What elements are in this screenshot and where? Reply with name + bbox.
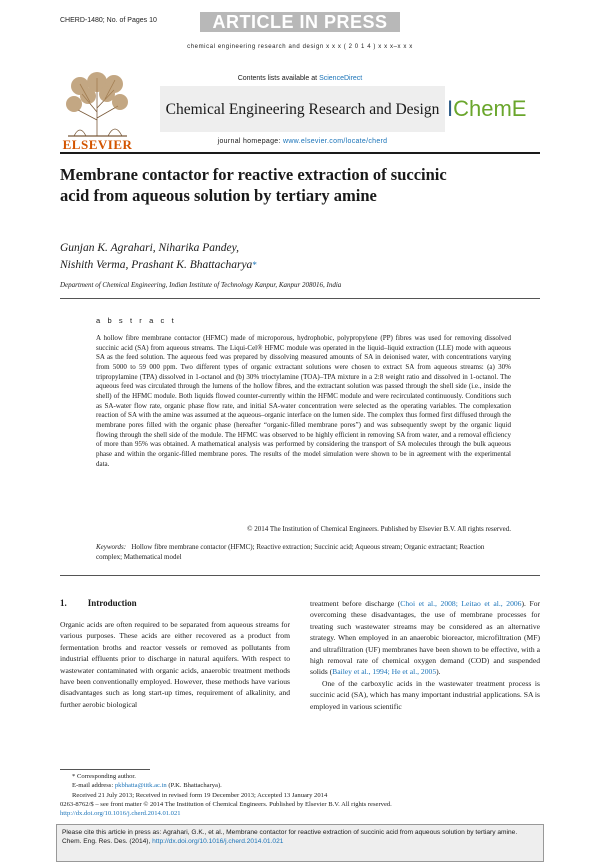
body-column-right (310, 598, 540, 712)
icheme-logo (447, 96, 526, 122)
homepage-label: journal homepage: (217, 138, 283, 145)
email-note (60, 781, 540, 790)
footnotes (60, 772, 540, 818)
authors-line-2-text: Nishith Verma, Prashant K. Bhattacharya (60, 259, 253, 271)
publisher-wordmark: ELSEVIER (62, 137, 133, 152)
keywords-list: Hollow fibre membrane contactor (HFMC); Reactive extraction; Succinic acid; Aqueous stream; Organic extractant; Reaction complex; Mathematical model (96, 543, 485, 561)
icheme-logo-i: I (447, 96, 454, 121)
right-para-1-text-c: ). (436, 667, 441, 677)
corresponding-author-mark[interactable]: * (252, 260, 257, 270)
journal-homepage (160, 138, 445, 145)
abstract-heading: a b s t r a c t (96, 316, 177, 325)
received-dates: Received 21 July 2013; Received in revised form 19 December 2013; Accepted 13 January 2014 (72, 791, 328, 799)
article-title: Membrane contactor for reactive extraction of succinic acid from aqueous solution by tertiary amine (60, 165, 447, 205)
contents-prefix: Contents lists available at (237, 75, 320, 82)
body-column-left: Organic acids are often required to be separated from aqueous streams for various purposes. These acids are either recovered as a product from fermentation broths and reactor vessels or removed as pollutants from industrial effluents prior to discharge in natural aquifers. With respect to wastewater contaminated with organic acids, anaerobic treatment methods have been conventionally employed. However, these methods have various disadvantages such as long start-up times, requirement of alkalinity, and further aerobic biological (60, 620, 290, 709)
journal-title: Chemical Engineering Research and Design (165, 101, 440, 118)
footnote-rule (60, 769, 150, 770)
sciencedirect-link[interactable]: ScienceDirect (319, 75, 363, 82)
title-rule (60, 298, 540, 299)
author-list (60, 240, 480, 274)
manuscript-ids: CHERD-1480; No. of Pages 10 (60, 17, 157, 24)
email-link[interactable]: pkbhatta@iitk.ac.in (114, 782, 167, 790)
citation-choi-leitao[interactable]: Choi et al., 2008; Leitao et al., 2006 (400, 599, 522, 608)
doi-link[interactable]: http://dx.doi.org/10.1016/j.cherd.2014.01.021 (60, 810, 181, 818)
homepage-link[interactable]: www.elsevier.com/locate/cherd (282, 138, 388, 145)
affiliation: Department of Chemical Engineering, Indian Institute of Technology Kanpur, Kanpur 208016, India (60, 281, 342, 289)
section-title: Introduction (87, 598, 137, 608)
email-owner: (P.K. Bhattacharya). (166, 782, 222, 790)
elsevier-tree-logo (60, 72, 135, 138)
section-number: 1. (60, 598, 67, 608)
authors-line-1: Gunjan K. Agrahari, Niharika Pandey, (60, 242, 239, 254)
masthead-rule (60, 152, 540, 154)
cite-box-text (62, 828, 537, 846)
icheme-logo-rest: ChemE (453, 96, 527, 121)
keywords (96, 543, 511, 562)
email-label: E-mail address: (72, 782, 115, 790)
abstract-copyright: © 2014 The Institution of Chemical Engineers. Published by Elsevier B.V. All rights reserved. (247, 525, 511, 533)
running-head: chemical engineering research and design x x x ( 2 0 1 4 ) x x x–x x x (187, 44, 413, 50)
abstract-rule (60, 575, 540, 576)
cite-doi-link[interactable]: http://dx.doi.org/10.1016/j.cherd.2014.01.021 (152, 838, 284, 845)
contents-line (160, 75, 440, 82)
authors-line-2 (60, 257, 480, 274)
right-para-1-text-b: ). For overcoming these disadvantages, the use of membrane processes for treating such wastewater streams may be considered as an alternative strategy. When employed in an anaerobic bioreactor, microfiltration (MF) and ultrafiltration (UF) membranes have been shown to be effective, with a high removal rate of chemical oxygen demand (COD) and suspended solids ( (310, 599, 541, 677)
corresponding-author-note: * Corresponding author. (72, 773, 136, 780)
citation-bailey-he[interactable]: Bailey et al., 1994; He et al., 2005 (332, 667, 437, 677)
right-para-1-text-a: treatment before discharge ( (310, 599, 401, 608)
abstract-text: A hollow fibre membrane contactor (HFMC) made of microporous, hydrophobic, polypropylene (PP) fibres was used for removing dissolved succinic acid (SA) from aqueous streams. The Liqui-Cel® HFMC module was operated in the liquid–liquid extraction (LLE) mode with aqueous SA as the feed solution. The aqueous feed was prepared by dissolving measured amounts of SA in deionised water, with concentrations varying from 5000 to 59 000 ppm. Two different types of organic extractant solutions were chosen to extract SA from aqueous streams: (a) 30% tripropylamine (TPA) dissolved in 1-octanol and (b) 30% trioctylamine (TOA)–TPA mixture in a 2:8 weight ratio and dissolved in 1-octanol. The aqueous feed was circulated through the lumens of the hollow fibres, and the extractant solution was passed through the shell side (i.e., inside the shell) of the HFMC module. Both liquids flowed counter-currently within the HFMC module and were recirculated continuously. Conditions such as SA-water flow rate, organic phase flow rate, and initial SA-water concentration were selected as the operating variables. The complexation reaction of SA with the amine was assumed at the aqueous–organic interface on the lumen side. The complex thus formed first diffused through the membrane pores filled with the organic phase (hereafter “organic-filled membrane pores”) and was subsequently swept by the organic liquid flowing through the shell side of the module. The HFMC was observed to be highly efficient in removing SA from water, and a removal efficiency of more than 95% was obtained. A mathematical analysis was performed by considering the transport of SA molecules through the bulk aqueous phase and within the organic-filled membrane pores. The results of the model simulation were shown to be in agreement with the experimental data. (96, 334, 511, 468)
right-para-2: One of the carboxylic acids in the wastewater treatment process is succinic acid (SA), which has many important industrial applications. SA is employed in various scientific (310, 678, 540, 711)
article-in-press-banner: ARTICLE IN PRESS (200, 12, 400, 32)
section-heading-introduction (60, 598, 137, 608)
right-para-1 (310, 599, 540, 676)
issn-line: 0263-8762/$ – see front matter © 2014 The Institution of Chemical Engineers. Published by Elsevier B.V. All rights reserved. (60, 800, 392, 808)
keywords-label: Keywords: (96, 543, 127, 551)
cite-text-body: Please cite this article in press as: Agrahari, G.K., et al., Membrane contactor for reactive extraction of succinic acid from aqueous solution by tertiary amine. Chem. Eng. Res. Des. (2014), (62, 829, 518, 845)
